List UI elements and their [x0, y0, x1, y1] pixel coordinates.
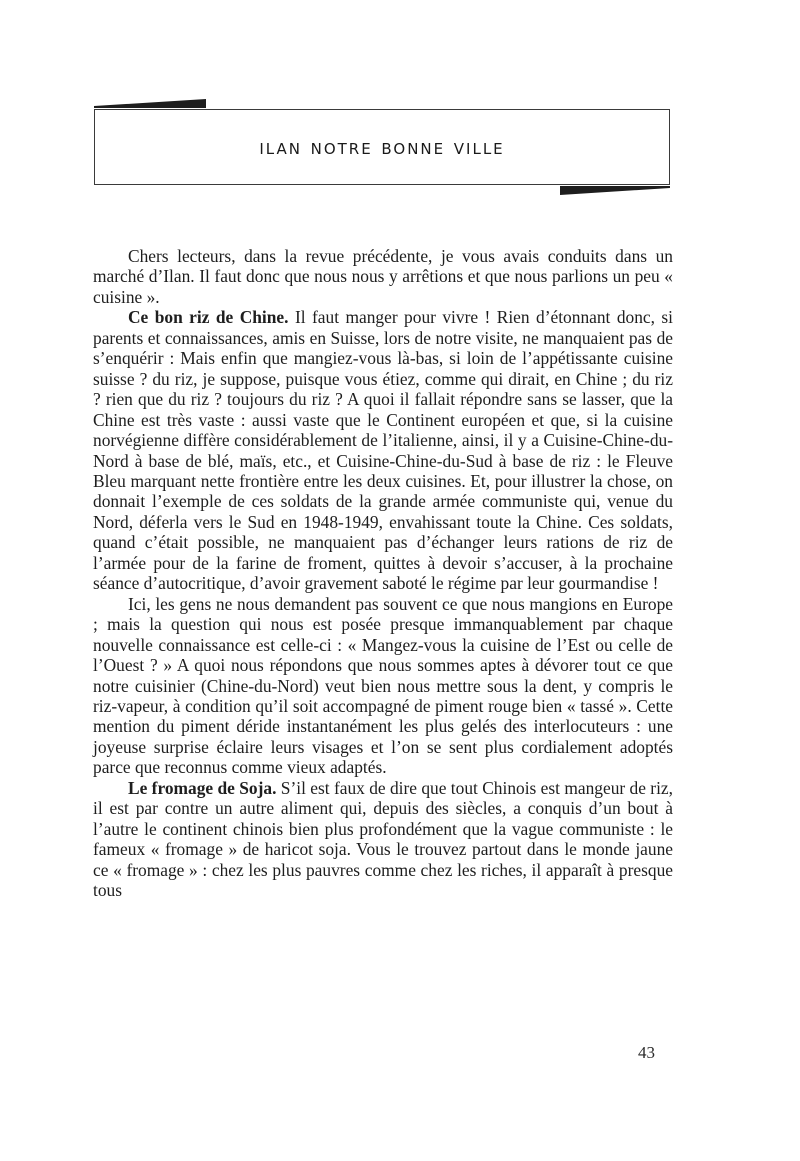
article-body	[93, 246, 673, 901]
paragraph-3	[93, 594, 673, 778]
page-number: 43	[638, 1043, 655, 1062]
paragraph-4	[93, 778, 673, 901]
paragraph-3-text: Ici, les gens ne nous demandent pas souvent ce que nous mangions en Europe ; mais la question qui nous est posée presque immanquablement par chaque nouvelle connaissance est celle-ci : « Mangez-vous la cuisine de l’Est ou celle de l’Ouest ? » A quoi nous répondons que nous sommes aptes à dévorer tout ce que notre cuisinier (Chine-du-Nord) veut bien nous mettre sous la dent, y compris le riz-vapeur, à condition qu’il soit accompagné de piment rouge bien « tassé ». Cette mention du piment déride instantanément les plus gelés des interlocuteurs : une joyeuse surprise éclaire leurs visages et l’on se sent plus cordialement adoptés parce que reconnus comme vieux adaptés.	[93, 593, 673, 778]
paragraph-1-text: Chers lecteurs, dans la revue précédente, je vous avais conduits dans un marché d’Ilan. Il faut donc que nous nous y arrêtions et que nous parlions un peu « cuisine ».	[93, 246, 673, 307]
paragraph-2-text: Il faut manger pour vivre ! Rien d’étonnant donc, si parents et connaissances, amis en Suisse, lors de notre visite, ne manquaient pas de s’enquérir : Mais enfin que mangiez-vous là-bas, si loin de l’appétissante cuisine suisse ? du riz, je suppose, puisque vous étiez, comme qui dirait, en Chine ; du riz ? rien que du riz ? toujours du riz ? A quoi il fallait répondre sans se lasser, que la Chine est très vaste : aussi vaste que le Continent européen et que, si la cuisine norvégienne diffère considérablement de l’italienne, ainsi, il y a Cuisine-Chine-du-Nord à base de blé, maïs, etc., et Cuisine-Chine-du-Sud à base de riz : le Fleuve Bleu marquant nette frontière entre les deux cuisines. Et, pour illustrer la chose, on donnait l’exemple de ces soldats de la grande armée communiste qui, venue du Nord, déferla vers le Sud en 1948-1949, envahissant toute la Chine. Ces soldats, quand c’était possible, ne manquaient pas d’échanger leurs rations de riz de l’armée pour de la farine de froment, quittes à devoir s’accuser, à la prochaine séance d’autocritique, d’avoir gravement saboté le régime par leur gourmandise !	[93, 307, 674, 594]
paragraph-2	[93, 307, 673, 593]
title-top-bar	[94, 99, 206, 108]
chapter-title: ilan notre bonne ville	[259, 135, 505, 159]
title-bottom-bar	[560, 186, 670, 195]
paragraph-2-lead: Ce bon riz de Chine.	[128, 307, 289, 328]
paragraph-1	[93, 246, 673, 307]
paragraph-4-text: S’il est faux de dire que tout Chinois est mangeur de riz, il est par contre un autre aliment qui, depuis des siècles, a conquis d’un bout à l’autre le continent chinois bien plus profondément que la vague communiste : le fameux « fromage » de haricot soja. Vous le trouvez partout dans le monde jaune ce « fromage » : chez les plus pauvres comme chez les riches, il apparaît à presque tous	[93, 777, 673, 901]
paragraph-4-lead: Le fromage de Soja.	[128, 777, 277, 798]
